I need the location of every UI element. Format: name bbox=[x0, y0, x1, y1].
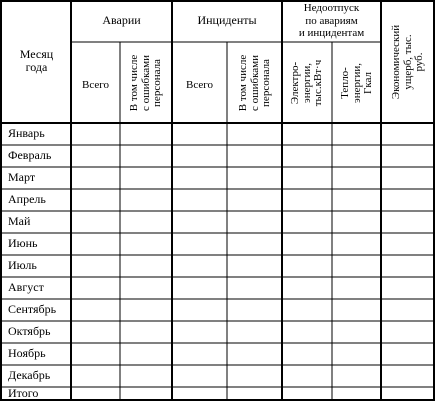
header-electro: Электро- энергии, тыс.кВт·ч bbox=[288, 59, 324, 107]
row-label: Март bbox=[8, 170, 36, 184]
header-accidents-personnel: В том числе с ошибками персонала bbox=[127, 54, 163, 112]
row-label: Сентябрь bbox=[8, 302, 57, 316]
header-thermal: Тепло- энергии, Гкал bbox=[338, 62, 374, 104]
row-label: Июнь bbox=[8, 236, 38, 250]
row-label: Май bbox=[8, 214, 31, 228]
row-label-total: Итого bbox=[8, 386, 39, 400]
header-incidents: Инциденты bbox=[197, 13, 257, 27]
row-label: Декабрь bbox=[8, 368, 51, 382]
header-economic: Экономический ущерб, тыс. руб. bbox=[389, 24, 425, 100]
row-label: Ноябрь bbox=[8, 346, 46, 360]
row-label: Октябрь bbox=[8, 324, 51, 338]
row-label: Январь bbox=[8, 126, 45, 140]
row-label: Февраль bbox=[8, 148, 52, 162]
row-label: Август bbox=[8, 280, 44, 294]
header-accidents: Аварии bbox=[102, 13, 141, 27]
header-incidents-personnel: В том числе с ошибками персонала bbox=[236, 54, 272, 112]
row-label: Апрель bbox=[8, 192, 46, 206]
header-month-label: Месяц года bbox=[19, 47, 54, 74]
header-accidents-total: Всего bbox=[82, 79, 109, 91]
header-undersupply: Недоотпуск по авариям и инцидентам bbox=[298, 2, 365, 39]
header-incidents-total: Всего bbox=[186, 79, 213, 91]
row-label: Июль bbox=[8, 258, 37, 272]
